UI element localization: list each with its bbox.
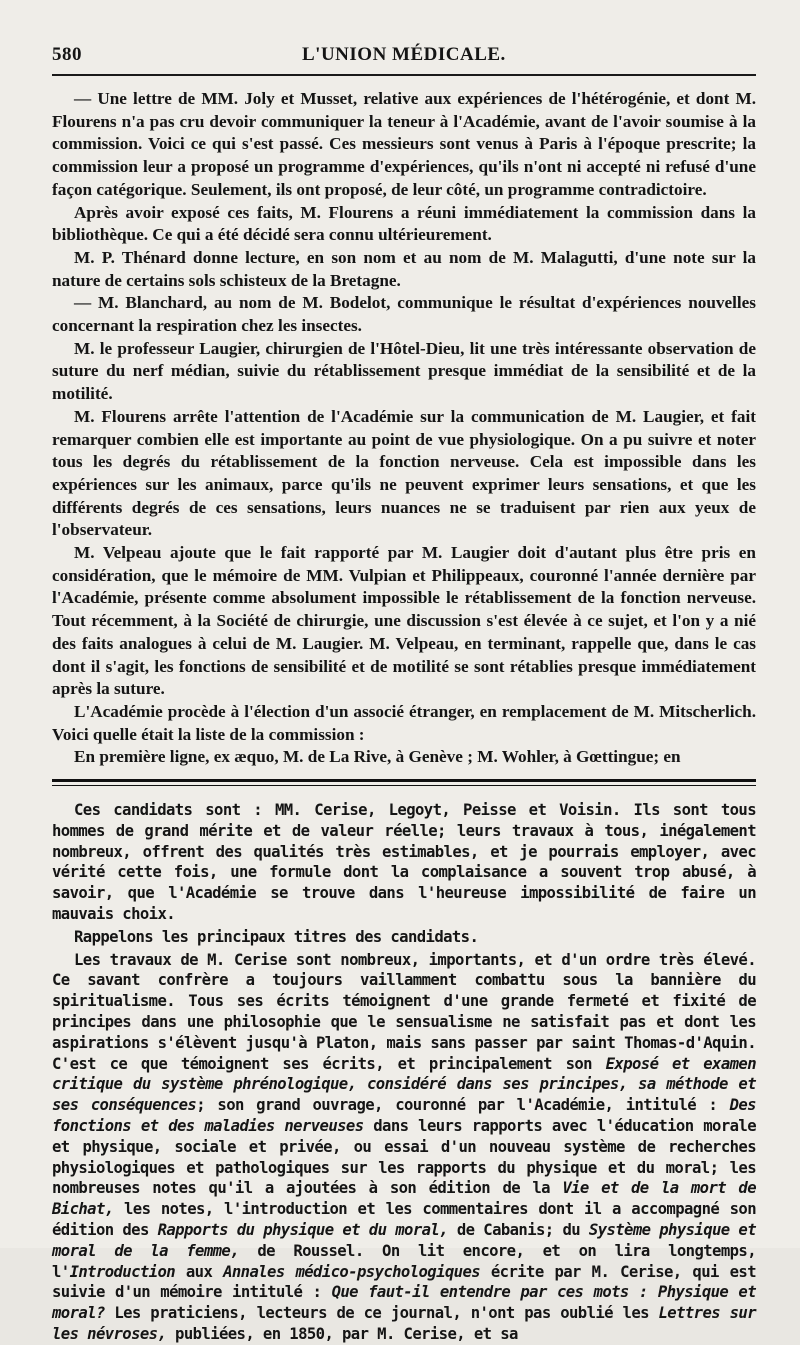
academy-report bbox=[52, 88, 756, 769]
text-run: Les travaux de M. Cerise sont nombreux, importants, et d'un ordre très élevé. Ce savant confrère a toujours vaillamment combattu sous la bannière du spiritualisme. Tous ses écrits témoignent d'une grande fermeté et fixité de principes dans une philosophie que le sensualisme ne satisfait pas et dont les aspirations s'élèvent jusqu'à Platon, mais sans passer par saint Thomas-d'Aquin. C'est ce que témoignent ses écrits, et principalement son bbox=[52, 950, 756, 1073]
text-run: Les praticiens, lecteurs de ce journal, n'ont pas oublié les bbox=[104, 1304, 659, 1323]
paragraph bbox=[52, 950, 756, 1345]
text-run: écrite par M. Cerise, qui est suivie d'un mémoire intitulé : bbox=[52, 1262, 757, 1302]
text-run: publiées, en 1850, par M. Cerise, et sa bbox=[166, 1325, 518, 1344]
text-run: de Cabanis; du bbox=[447, 1221, 589, 1240]
work-title: Introduction bbox=[69, 1262, 176, 1281]
journal-title: L'UNION MÉDICALE. bbox=[302, 44, 506, 65]
text-run: de Roussel. On lit encore, et on lira longtemps, l' bbox=[52, 1241, 756, 1281]
page-number: 580 bbox=[52, 44, 82, 65]
paragraph: — M. Blanchard, au nom de M. Bodelot, communique le résultat d'expériences nouvelles concernant la respiration chez les insectes. bbox=[52, 293, 756, 336]
paragraph: L'Académie procède à l'élection d'un associé étranger, en remplacement de M. Mitscherlich. Voici quelle était la liste de la commission : bbox=[52, 701, 756, 744]
work-title: Rapports du physique et du moral, bbox=[157, 1221, 448, 1240]
paragraph: M. Flourens arrête l'attention de l'Académie sur la communication de M. Laugier, et fait remarquer combien elle est importante au point de vue physiologique. On a pu suivre et noter tous les degrés du rétablissement de la fonction nerveuse. Cela est impossible dans les expériences sur les animaux, parce qu'ils ne peuvent exprimer leurs sensations, et que les différents degrés de ces sensations, leurs nuances ne se traduisent par rien aux yeux de l'observateur. bbox=[52, 406, 756, 540]
text-run: ; son grand ouvrage, couronné par l'Académie, intitulé : bbox=[196, 1096, 730, 1115]
running-header bbox=[52, 40, 756, 74]
paragraph: M. P. Thénard donne lecture, en son nom et au nom de M. Malagutti, d'une note sur la nature de certains sols schisteux de la Bretagne. bbox=[52, 247, 756, 290]
header-rule bbox=[52, 74, 756, 76]
work-title: Lettres sur les névroses, bbox=[52, 1304, 756, 1344]
text-run: dans leurs rapports avec l'éducation morale et physique, sociale et privée, ou essai d'un nouveau système de recherches physiologiques et pathologiques sur les rapports du physique et du moral; les nombreuses notes qu'il a ajoutées à son édition de la bbox=[52, 1117, 756, 1198]
paragraph: Ces candidats sont : MM. Cerise, Legoyt, Peisse et Voisin. Ils sont tous hommes de grand mérite et de valeur réelle; leurs travaux à tous, inégalement nombreux, offrent des qualités très estimables, et je pourrais employer, avec vérité cette fois, une formule dont la complaisance a souvent trop abusé, à savoir, que l'Académie se trouve dans l'heureuse impossibilité de faire un mauvais choix. bbox=[52, 801, 756, 924]
paragraph: Après avoir exposé ces faits, M. Flourens a réuni immédiatement la commission dans la bibliothèque. Ce qui a été décidé sera connu ultérieurement. bbox=[52, 202, 756, 245]
work-title: Que faut-il entendre par ces mots : Physique et moral? bbox=[52, 1283, 756, 1323]
paragraph: M. le professeur Laugier, chirurgien de l'Hôtel-Dieu, lit une très intéressante observation de suture du nerf médian, suivie du rétablissement presque immédiat de la sensibilité et de la motilité. bbox=[52, 338, 756, 404]
paragraph: Rappelons les principaux titres des candidats. bbox=[74, 927, 479, 946]
paragraph: — Une lettre de MM. Joly et Musset, relative aux expériences de l'hétérogénie, et dont M. Flourens n'a pas cru devoir communiquer la teneur à l'Académie, avant de l'avoir soumise à la commission. Voici ce qui s'est passé. Ces messieurs sont venus à Paris à l'époque prescrite; la commission leur a proposé un programme d'expériences, qu'ils n'ont ni accepté ni refusé d'une façon catégorique. Seulement, ils ont proposé, de leur côté, un programme contradictoire. bbox=[52, 89, 756, 199]
paragraph: En première ligne, ex æquo, M. de La Rive, à Genève ; M. Wohler, à Gœttingue; en bbox=[74, 747, 681, 767]
text-run: aux bbox=[175, 1262, 224, 1281]
work-title: Système physique et moral de la femme, bbox=[52, 1221, 756, 1260]
work-title: Annales médico-psychologiques bbox=[223, 1262, 481, 1281]
feuilleton bbox=[52, 800, 756, 1345]
work-title: Des fonctions et des maladies nerveuses bbox=[52, 1096, 756, 1136]
work-title: Vie et de la mort de Bichat, bbox=[52, 1179, 756, 1219]
work-title: Exposé et examen critique du système phrénologique, considéré dans ses principes, sa méthode et ses conséquences bbox=[52, 1054, 756, 1115]
section-divider bbox=[52, 779, 756, 786]
text-run: les notes, l'introduction et les commentaires dont il a accompagné son édition des bbox=[52, 1200, 756, 1240]
paragraph: M. Velpeau ajoute que le fait rapporté par M. Laugier doit d'autant plus être pris en considération, que le mémoire de MM. Vulpian et Philippeaux, couronné l'année dernière par l'Académie, présente comme absolument impossible le rétablissement de la fonction nerveuse. Tout récemment, à la Société de chirurgie, une discussion s'est élevée à ce sujet, et l'on y a nié des faits analogues à celui de M. Laugier. M. Velpeau, en terminant, rappelle que, dans le cas dont il s'agit, les fonctions de sensibilité et de motilité se sont rétablies presque immédiatement après la suture. bbox=[52, 543, 756, 699]
